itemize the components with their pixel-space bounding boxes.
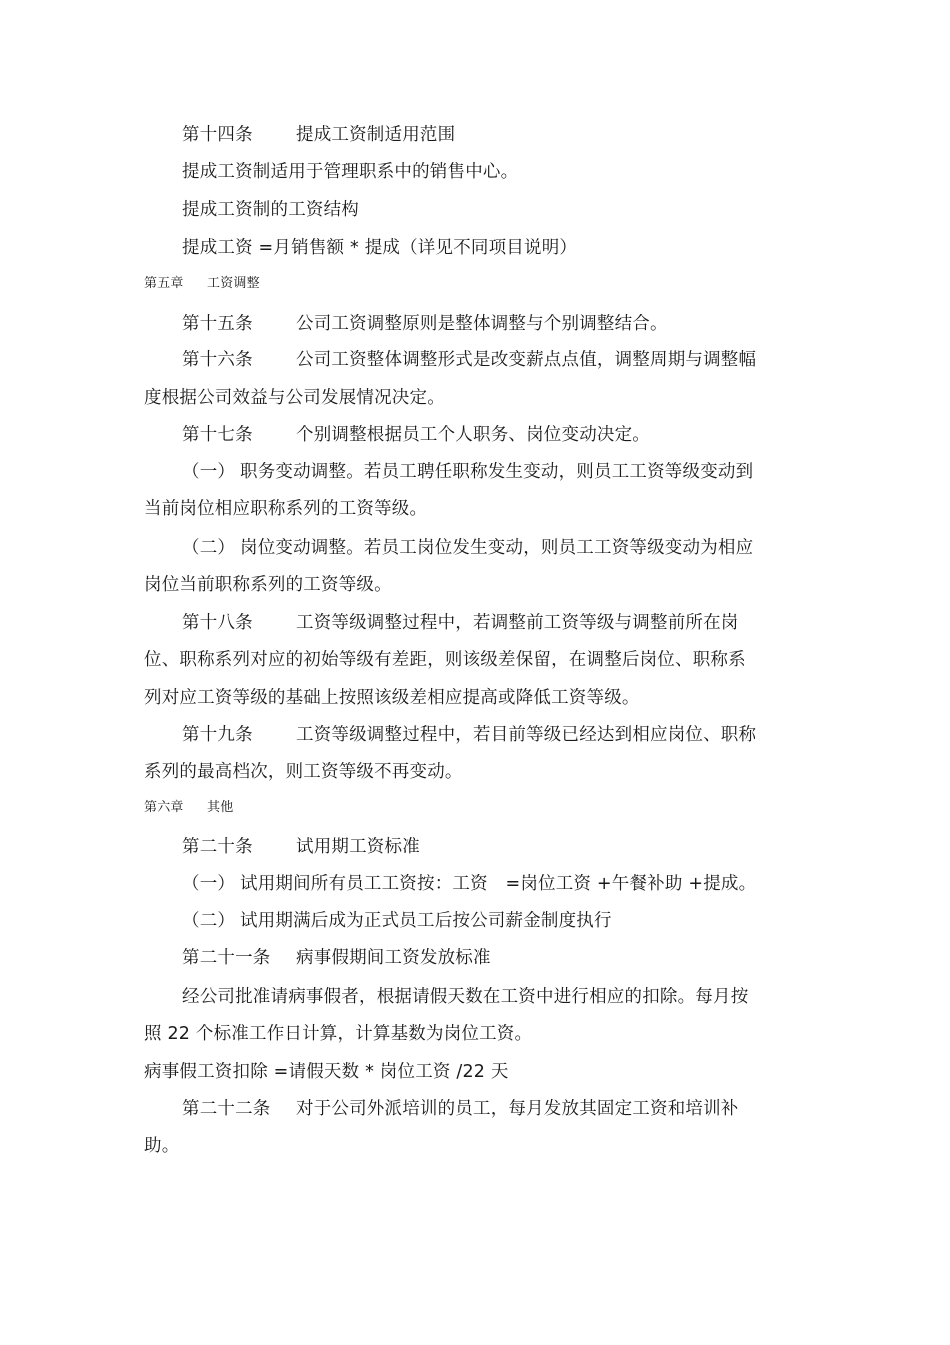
article-14 — [182, 123, 455, 147]
article-label: 第二十条 — [182, 837, 253, 857]
paragraph: 提成工资制的工资结构 — [182, 200, 359, 220]
article-title: 病事假期间工资发放标准 — [296, 948, 491, 968]
paragraph: 经公司批准请病事假者，根据请假天数在工资中进行相应的扣除。每月按 — [182, 987, 749, 1007]
article-text: 工资等级调整过程中，若调整前工资等级与调整前所在岗 — [296, 613, 739, 633]
item-text: 职务变动调整。若员工聘任职称发生变动，则员工工资等级变动到 — [240, 462, 754, 482]
article-text-continued: 列对应工资等级的基础上按照该级差相应提高或降低工资等级。 — [144, 688, 640, 708]
article-label: 第十九条 — [182, 725, 253, 745]
article-title: 提成工资制适用范围 — [296, 125, 456, 145]
list-item-17-1 — [182, 460, 753, 484]
article-18 — [182, 611, 739, 635]
article-label: 第二十二条 — [182, 1099, 271, 1119]
chapter-label: 第五章 — [144, 276, 184, 291]
article-label: 第十五条 — [182, 314, 253, 334]
article-text-continued: 系列的最高档次，则工资等级不再变动。 — [144, 762, 463, 782]
item-text: 试用期间所有员工工资按：工资 =岗位工资 +午餐补助 +提成。 — [240, 874, 757, 894]
chapter-title: 其他 — [207, 800, 234, 815]
article-label: 第二十一条 — [182, 948, 271, 968]
formula-line: 病事假工资扣除 =请假天数 * 岗位工资 /22 天 — [144, 1062, 509, 1082]
item-label: （二） — [182, 538, 236, 558]
article-16 — [182, 348, 756, 372]
paragraph-continued: 照 22 个标准工作日计算，计算基数为岗位工资。 — [144, 1024, 533, 1044]
article-17 — [182, 423, 650, 447]
article-label: 第十八条 — [182, 613, 253, 633]
formula-line: 提成工资 =月销售额 * 提成（详见不同项目说明） — [182, 238, 578, 258]
article-label: 第十六条 — [182, 350, 253, 370]
chapter-heading — [144, 275, 260, 293]
item-text: 试用期满后成为正式员工后按公司薪金制度执行 — [240, 911, 612, 931]
article-text: 工资等级调整过程中，若目前等级已经达到相应岗位、职称 — [296, 725, 757, 745]
article-22 — [182, 1097, 739, 1121]
article-title: 试用期工资标准 — [296, 837, 420, 857]
article-text: 公司工资调整原则是整体调整与个别调整结合。 — [296, 314, 668, 334]
item-label: （二） — [182, 911, 236, 931]
chapter-title: 工资调整 — [207, 276, 260, 291]
article-label: 第十七条 — [182, 425, 253, 445]
item-text-continued: 当前岗位相应职称系列的工资等级。 — [144, 499, 428, 519]
item-text: 岗位变动调整。若员工岗位发生变动，则员工工资等级变动为相应 — [240, 538, 754, 558]
article-15 — [182, 312, 668, 336]
article-text: 个别调整根据员工个人职务、岗位变动决定。 — [296, 425, 650, 445]
article-label: 第十四条 — [182, 125, 253, 145]
article-text-continued: 助。 — [144, 1136, 180, 1156]
article-21 — [182, 946, 491, 970]
list-item-20-2 — [182, 909, 612, 933]
paragraph: 提成工资制适用于管理职系中的销售中心。 — [182, 162, 519, 182]
list-item-17-2 — [182, 536, 753, 560]
article-text: 对于公司外派培训的员工，每月发放其固定工资和培训补 — [296, 1099, 739, 1119]
article-text-continued: 位、职称系列对应的初始等级有差距，则该级差保留，在调整后岗位、职称系 — [144, 650, 746, 670]
article-19 — [182, 723, 756, 747]
item-label: （一） — [182, 462, 236, 482]
article-20 — [182, 835, 420, 859]
chapter-label: 第六章 — [144, 800, 184, 815]
item-label: （一） — [182, 874, 236, 894]
list-item-20-1 — [182, 872, 756, 896]
article-text: 公司工资整体调整形式是改变薪点点值，调整周期与调整幅 — [296, 350, 757, 370]
article-text-continued: 度根据公司效益与公司发展情况决定。 — [144, 388, 445, 408]
chapter-heading — [144, 799, 233, 817]
item-text-continued: 岗位当前职称系列的工资等级。 — [144, 575, 392, 595]
